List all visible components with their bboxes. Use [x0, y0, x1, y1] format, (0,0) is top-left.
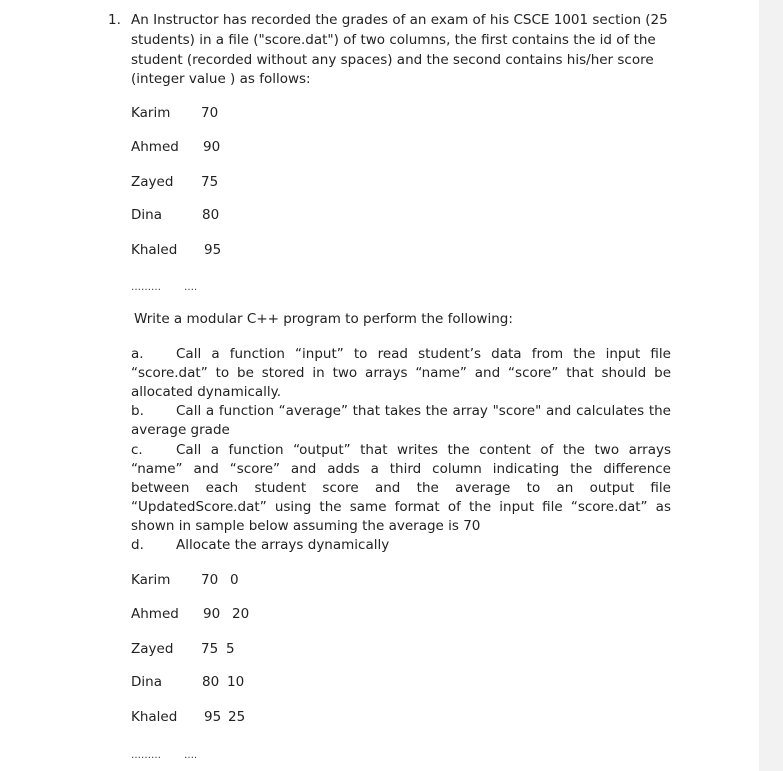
input-row-score: 70	[201, 105, 219, 121]
intro-line: An Instructor has recorded the grades of an exam of his CSCE 1001 section (25	[131, 12, 668, 28]
task-d-line: Allocate the arrays dynamically	[176, 537, 390, 553]
input-row-name: Zayed	[131, 174, 174, 190]
input-row-name: Karim	[131, 105, 171, 121]
question-number: 1.	[108, 12, 121, 28]
output-row-diff: 20	[232, 606, 250, 622]
task-c-marker: c.	[131, 442, 143, 458]
output-row-diff: 10	[227, 674, 245, 690]
output-row-diff: 5	[226, 641, 235, 657]
output-row-name: Ahmed	[131, 606, 179, 622]
intro-line: students) in a file ("score.dat") of two columns, the first contains the id of the	[131, 32, 656, 48]
task-b-marker: b.	[131, 403, 144, 419]
output-row-diff: 0	[230, 572, 239, 588]
input-row-score: 95	[204, 242, 222, 258]
output-row-name: Dina	[131, 674, 162, 690]
input-row-score: 90	[203, 139, 221, 155]
output-row-name: Zayed	[131, 641, 174, 657]
task-a-marker: a.	[131, 346, 144, 362]
output-row-score: 70	[201, 572, 219, 588]
output-row-diff: 25	[228, 709, 246, 725]
task-b-line: average grade	[131, 422, 230, 438]
task-c-line: “name” and “score” and adds a third column indicating the difference	[131, 461, 671, 477]
output-row-name: Karim	[131, 572, 171, 588]
input-ellipsis-name: ………	[131, 282, 161, 293]
task-d-marker: d.	[131, 537, 144, 553]
output-ellipsis-name: ………	[131, 750, 161, 761]
instruction-text: Write a modular C++ program to perform the following:	[134, 311, 513, 327]
intro-line: student (recorded without any spaces) and the second contains his/her score	[131, 52, 654, 68]
task-c-line: “UpdatedScore.dat” using the same format of the input file “score.dat” as	[131, 499, 671, 515]
task-c-line: Call a function “output” that writes the content of the two arrays	[176, 442, 671, 458]
input-row-name: Dina	[131, 207, 162, 223]
input-ellipsis-value: ….	[184, 282, 198, 293]
input-row-name: Khaled	[131, 242, 178, 258]
input-row-name: Ahmed	[131, 139, 179, 155]
task-c-line: shown in sample below assuming the average is 70	[131, 518, 481, 534]
output-row-score: 90	[203, 606, 221, 622]
page-side-margin	[759, 0, 783, 771]
task-a-line: allocated dynamically.	[131, 384, 282, 400]
task-c-line: between each student score and the average to an output file	[131, 480, 671, 496]
output-row-score: 80	[202, 674, 220, 690]
input-row-score: 80	[202, 207, 220, 223]
task-a-line: Call a function “input” to read student’s data from the input file	[176, 346, 671, 362]
output-row-score: 95	[204, 709, 222, 725]
task-b-line: Call a function “average” that takes the array "score" and calculates the	[176, 403, 671, 419]
output-row-score: 75	[201, 641, 219, 657]
output-ellipsis-value: ….	[184, 750, 198, 761]
task-a-line: “score.dat” to be stored in two arrays “name” and “score” that should be	[131, 365, 671, 381]
input-row-score: 75	[201, 174, 219, 190]
intro-line: (integer value ) as follows:	[131, 71, 311, 87]
output-row-name: Khaled	[131, 709, 178, 725]
